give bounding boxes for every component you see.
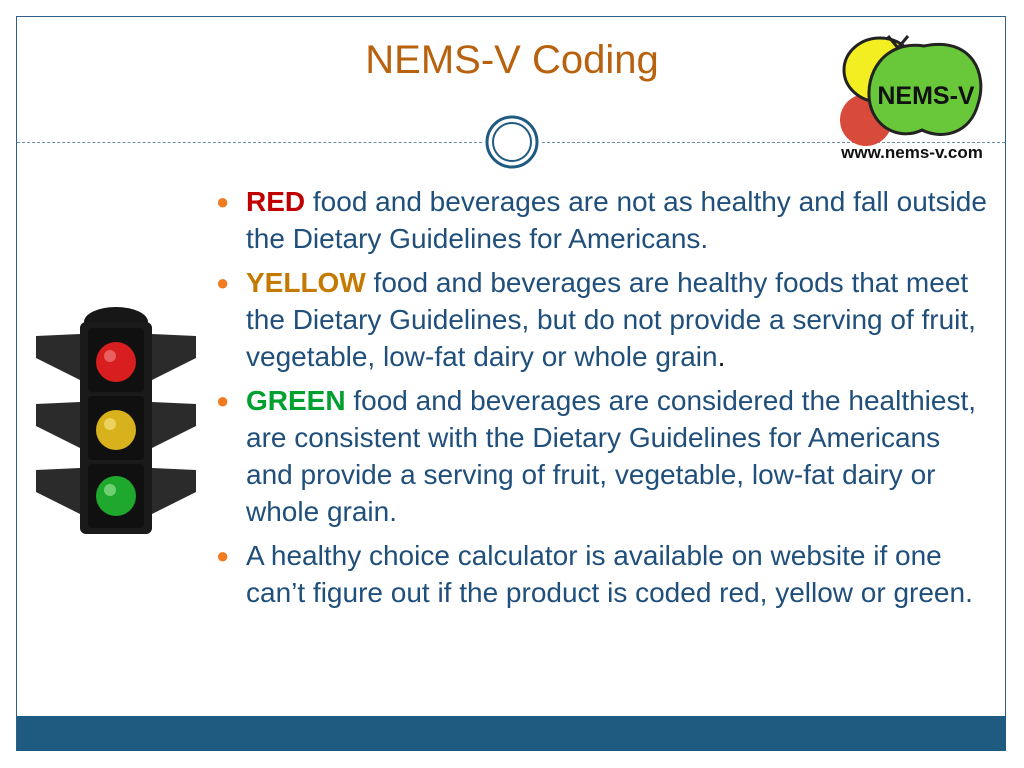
- bullet-item-calculator: [214, 537, 989, 611]
- divider-circle-icon: [484, 114, 540, 170]
- bullet-text: food and beverages are not as healthy and fall outside the Dietary Guidelines for Americans.: [246, 186, 987, 254]
- bullet-icon: ●: [216, 543, 230, 568]
- bullet-icon: ●: [216, 270, 230, 295]
- slide-title: NEMS-V Coding: [365, 38, 659, 82]
- bullet-item-red: [214, 183, 989, 257]
- bullet-item-yellow: [214, 264, 989, 375]
- footer-bar: [17, 716, 1006, 751]
- title-divider-left: [17, 142, 482, 143]
- bullet-text: food and beverages are healthy foods that meet the Dietary Guidelines, but do not provide a serving of fruit, vegetable, low-fat dairy or whole grain: [246, 267, 976, 372]
- bullet-suffix: .: [717, 341, 726, 372]
- keyword-red: RED: [246, 186, 306, 217]
- logo-text: NEMS-V: [877, 82, 975, 110]
- bullet-text: A healthy choice calculator is available on website if one can’t figure out if the product is coded red, yellow or green.: [246, 540, 973, 608]
- bullet-icon: ●: [216, 388, 230, 413]
- keyword-yellow: YELLOW: [246, 267, 366, 298]
- bullet-text: food and beverages are considered the healthiest, are consistent with the Dietary Guidelines for Americans and provide a serving of fruit, vegetable, low-fat dairy or whole grain.: [246, 385, 977, 527]
- logo-url: www.nems-v.com: [841, 143, 983, 162]
- traffic-light-icon: [32, 306, 200, 536]
- bullet-icon: ●: [216, 189, 230, 214]
- bullet-list: [214, 183, 989, 618]
- keyword-green: GREEN: [246, 385, 346, 416]
- bullet-item-green: [214, 382, 989, 530]
